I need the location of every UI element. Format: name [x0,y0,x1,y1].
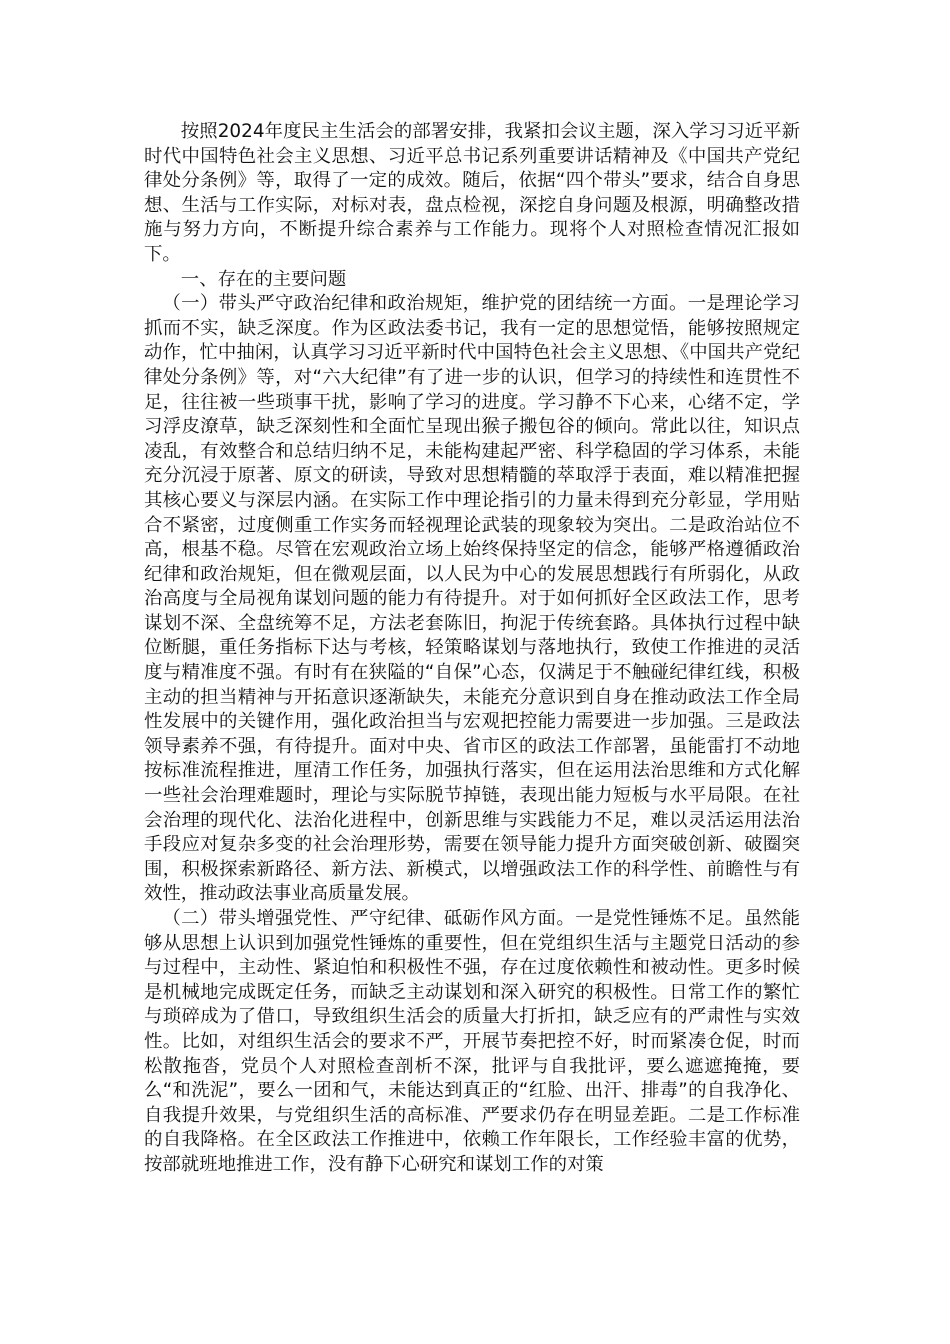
section-heading-main-problems: 一、存在的主要问题 [180,268,347,290]
intro-paragraph: 按照2024年度民主生活会的部署安排，我紧扣会议主题，深入学习习近平新时代中国特色社会主义思想、习近平总书记系列重要讲话精神及《中国共产党纪律处分条例》等，取得了一定的成效。随后，依据“四个带头”要求，结合自身思想、生活与工作实际，对标对表，盘点检视，深挖自身问题及根源，明确整改措施与努力方向，不断提升综合素养与工作能力。现将个人对照检查情况汇报如下。 [144,121,800,265]
problem-item-2-paragraph: （二）带头增强党性、严守纪律、砥砺作风方面。一是党性锤炼不足。虽然能够从思想上认识到加强党性锤炼的重要性，但在党组织生活与主题党日活动的参与过程中，主动性、紧迫怕和积极性不强，存在过度依赖性和被动性。更多时候是机械地完成既定任务，而缺乏主动谋划和深入研究的积极性。日常工作的繁忙与琐碎成为了借口，导致组织生活会的质量大打折扣，缺乏应有的严肃性与实效性。比如，对组织生活会的要求不严，开展节奏把控不好，时而紧凑仓促，时而松散拖沓，党员个人对照检查剖析不深，批评与自我批评，要么遮遮掩掩，要么“和洗泥”，要么一团和气，未能达到真正的“红脸、出汗、排毒”的自我净化、自我提升效果，与党组织生活的高标准、严要求仍存在明显差距。二是工作标准的自我降格。在全区政法工作推进中，依赖工作年限长，工作经验丰富的优势，按部就班地推进工作，没有静下心研究和谋划工作的对策 [144,908,800,1175]
problem-item-1-paragraph: （一）带头严守政治纪律和政治规矩，维护党的团结统一方面。一是理论学习抓而不实，缺乏深度。作为区政法委书记，我有一定的思想觉悟，能够按照规定动作，忙中抽闲，认真学习习近平新时代中国特色社会主义思想、《中国共产党纪律处分条例》等，对“六大纪律”有了进一步的认识，但学习的持续性和连贯性不足，往往被一些琐事干扰，影响了学习的进度。学习静不下心来，心绪不定，学习浮皮潦草，缺乏深刻性和全面忙呈现出猴子搬包谷的倾向。常此以往，知识点凌乱，有效整合和总结归纳不足，未能构建起严密、科学稳固的学习体系，未能充分沉浸于原著、原文的研读，导致对思想精髓的萃取浮于表面，难以精准把握其核心要义与深层内涵。在实际工作中理论指引的力量未得到充分彰显，学用贴合不紧密，过度侧重工作实务而轻视理论武装的现象较为突出。二是政治站位不高，根基不稳。尽管在宏观政治立场上始终保持坚定的信念，能够严格遵循政治纪律和政治规矩，但在微观层面，以人民为中心的发展思想践行有所弱化，从政治高度与全局视角谋划问题的能力有待提升。对于如何抓好全区政法工作，思考谋划不深、全盘统筹不足，方法老套陈旧，拘泥于传统套路。具体执行过程中缺位断腿，重任务指标下达与考核，轻策略谋划与落地执行，致使工作推进的灵活度与精准度不强。有时有在狭隘的“自保”心态，仅满足于不触碰纪律红线，积极主动的担当精神与开拓意识逐渐缺失，未能充分意识到自身在推动政法工作全局性发展中的关键作用，强化政治担当与宏观把控能力需要进一步加强。三是政法领导素养不强，有待提升。面对中央、省市区的政法工作部署，虽能雷打不动地按标准流程推进，厘清工作任务，加强执行落实，但在运用法治思维和方式化解一些社会治理难题时，理论与实际脱节掉链，表现出能力短板与水平局限。在社会治理的现代化、法治化进程中，创新思维与实践能力不足，难以灵活运用法治手段应对复杂多变的社会治理形势，需要在领导能力提升方面突破创新、破圈突围，积极探索新路径、新方法、新模式，以增强政法工作的科学性、前瞻性与有效性，推动政法事业高质量发展。 [144,293,800,905]
document-body [144,120,800,1178]
